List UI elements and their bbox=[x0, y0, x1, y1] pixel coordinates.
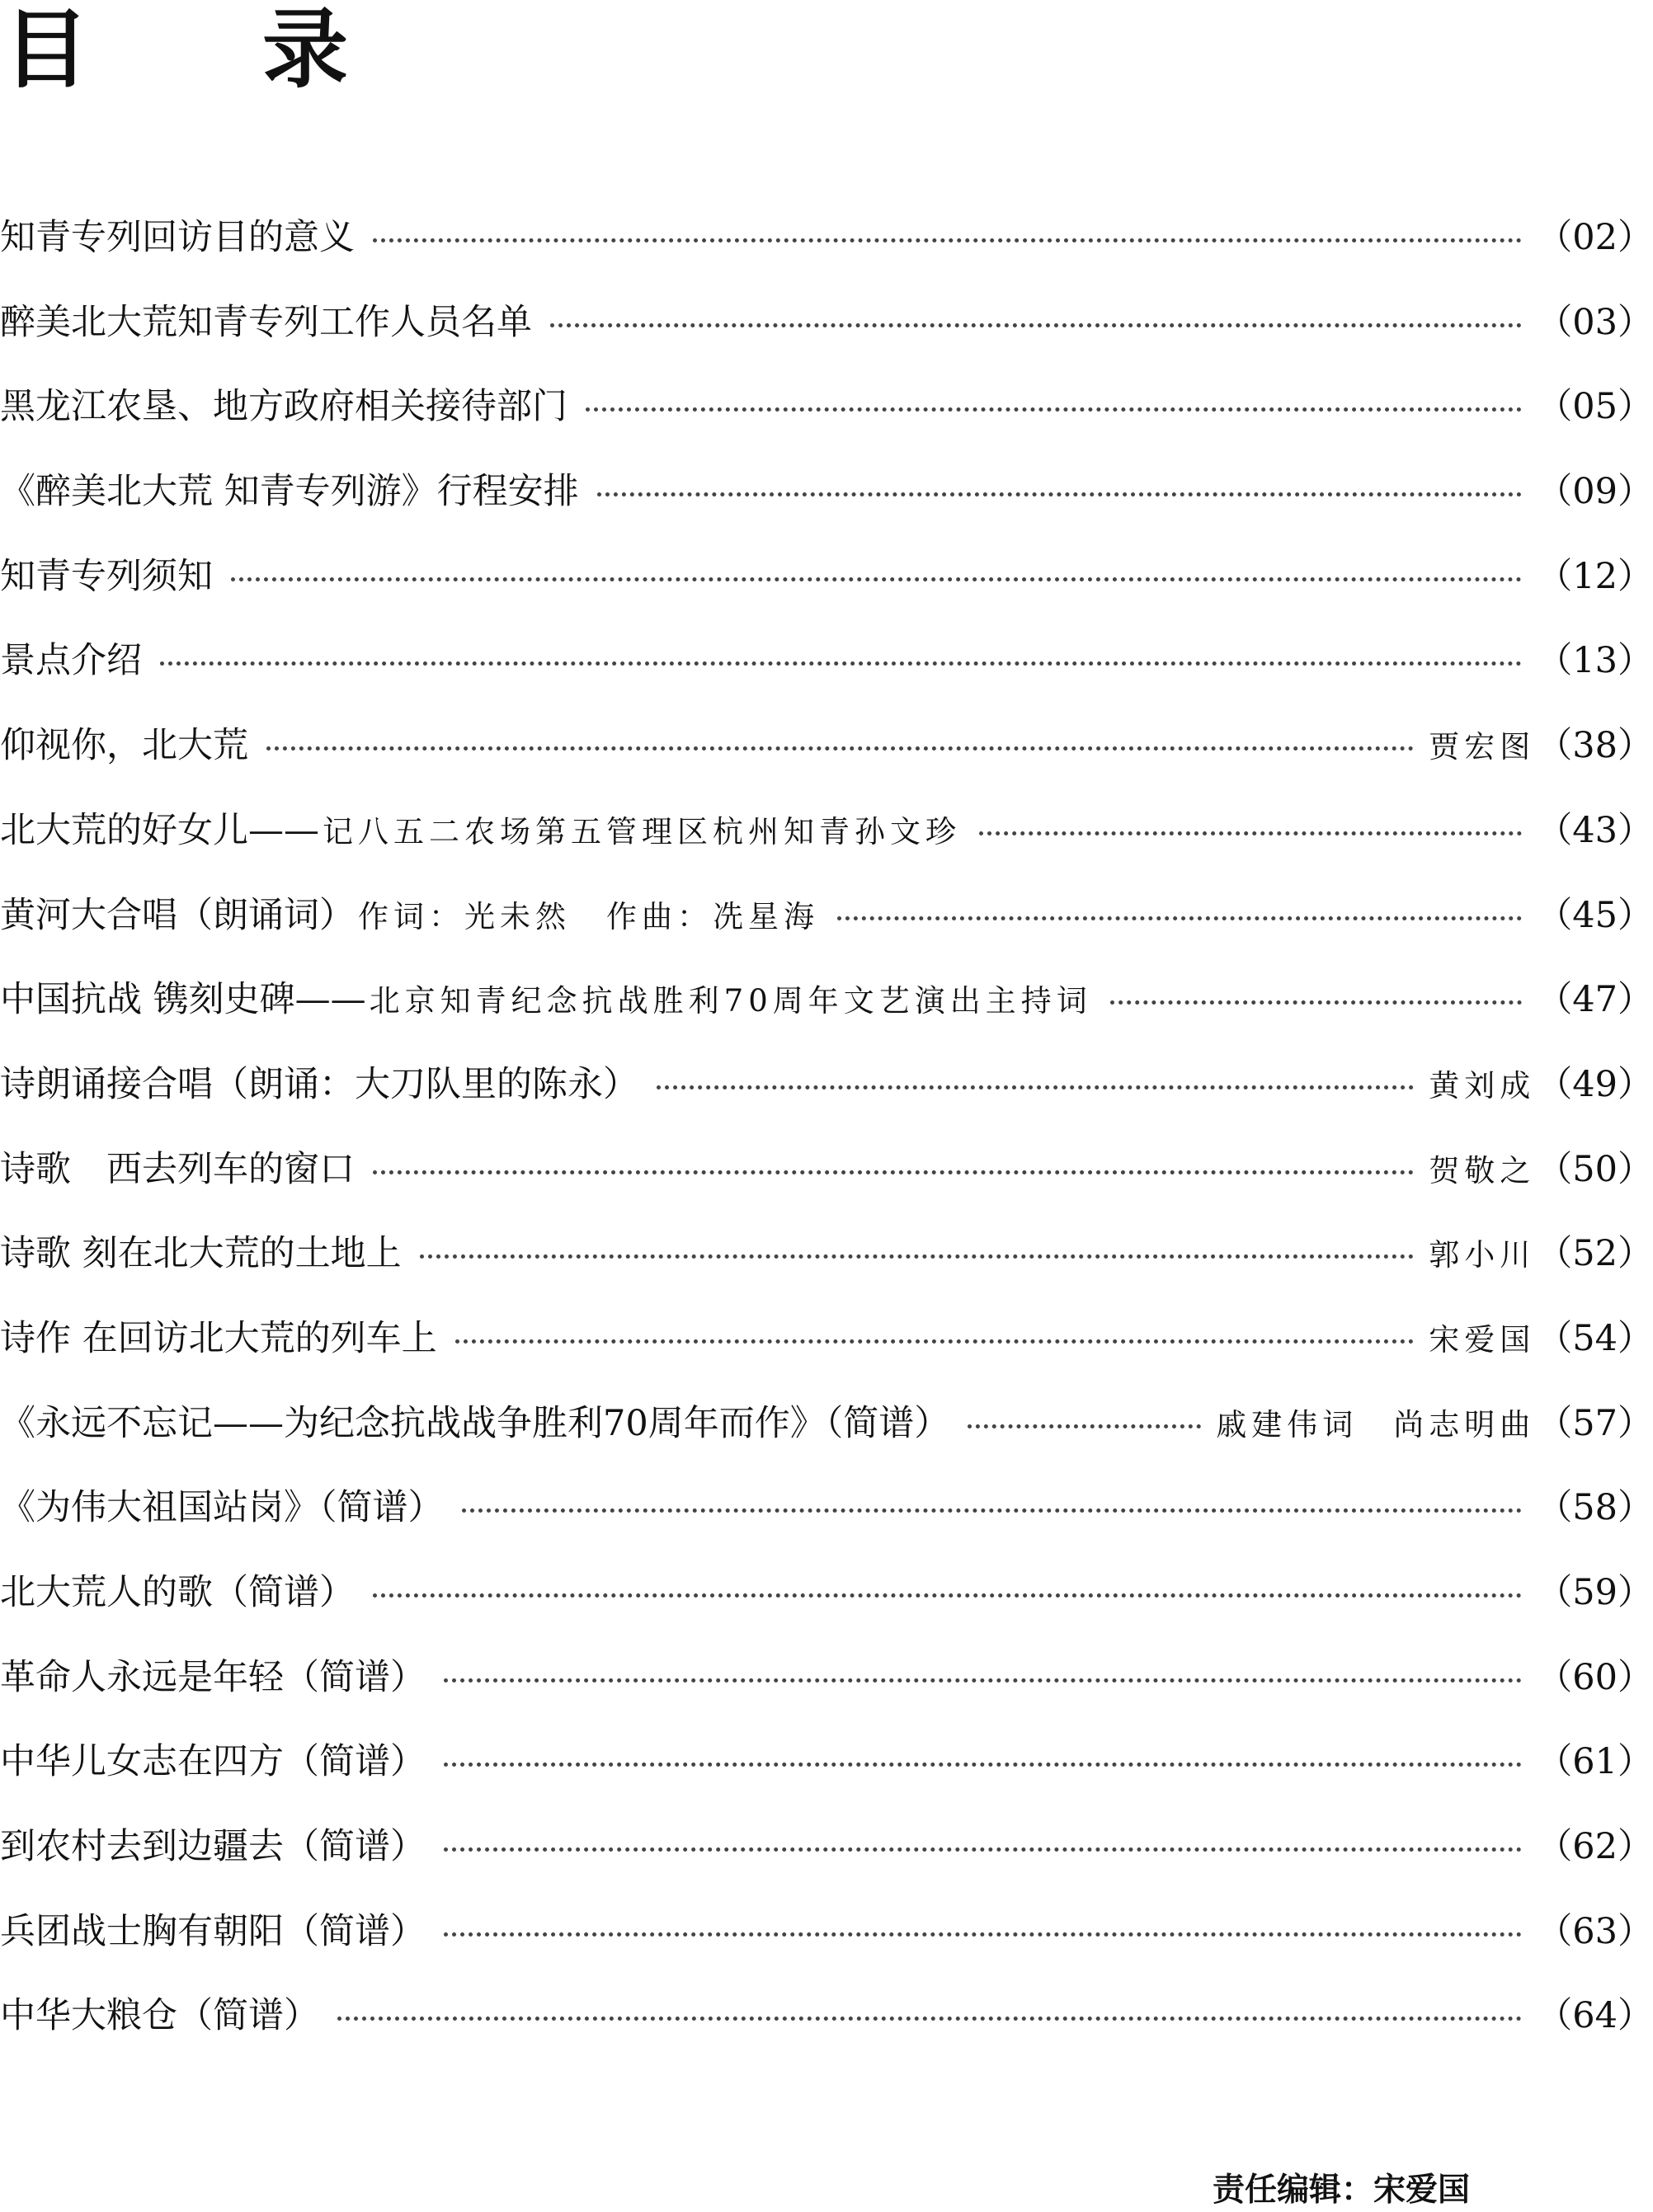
toc-entry-title: 中国抗战 镌刻史碑—— bbox=[0, 979, 366, 1021]
toc-entry bbox=[0, 1231, 1653, 1315]
toc-entry-title: 北大荒的好女儿—— bbox=[0, 809, 319, 851]
toc-entry-author: 宋爱国 bbox=[1429, 1321, 1536, 1358]
toc-entry-subtitle: 作词：光未然 作曲：冼星海 bbox=[358, 898, 819, 934]
toc-entry-page-number: （54） bbox=[1537, 1317, 1653, 1359]
toc-entry-title: 兵团战士胸有朝阳（简谱） bbox=[0, 1910, 426, 1952]
toc-entry-page-number: （52） bbox=[1537, 1233, 1653, 1275]
toc-entry-title: 革命人永远是年轻（简谱） bbox=[0, 1656, 426, 1698]
dot-leader bbox=[657, 1085, 1414, 1090]
toc-entry bbox=[0, 638, 1653, 722]
toc-entry bbox=[0, 553, 1653, 638]
dot-leader bbox=[462, 1508, 1523, 1513]
toc-entry-title: 景点介绍 bbox=[0, 640, 142, 682]
page-title: 目录 bbox=[3, 0, 522, 100]
toc-entry bbox=[0, 1570, 1653, 1654]
toc-entry-title: 北大荒人的歌（简谱） bbox=[0, 1572, 355, 1613]
dot-leader bbox=[550, 323, 1522, 327]
toc-entry-page-number: （64） bbox=[1537, 1995, 1653, 2037]
toc-entry bbox=[0, 722, 1653, 807]
dot-leader bbox=[979, 831, 1522, 835]
toc-entry-author: 贺敬之 bbox=[1429, 1152, 1536, 1188]
toc-entry-subtitle: 记八五二农场第五管理区杭州知青孙文珍 bbox=[323, 813, 961, 850]
dot-leader bbox=[444, 1678, 1522, 1683]
toc-entry-page-number: （38） bbox=[1537, 725, 1653, 767]
dot-leader bbox=[373, 238, 1522, 242]
toc-entry-title: 中华儿女志在四方（简谱） bbox=[0, 1741, 426, 1783]
toc-entry-page-number: （59） bbox=[1537, 1572, 1653, 1613]
table-of-contents bbox=[0, 214, 1653, 2078]
toc-entry bbox=[0, 1400, 1653, 1485]
toc-entry bbox=[0, 807, 1653, 892]
toc-entry-title: 《永远不忘记——为纪念抗战战争胜利70周年而作》（简谱） bbox=[0, 1402, 950, 1444]
toc-entry bbox=[0, 892, 1653, 977]
dot-leader bbox=[231, 577, 1522, 581]
toc-entry-title: 《为伟大祖国站岗》（简谱） bbox=[0, 1487, 444, 1529]
toc-entry-page-number: （62） bbox=[1537, 1826, 1653, 1868]
toc-entry-page-number: （63） bbox=[1537, 1910, 1653, 1952]
dot-leader bbox=[597, 492, 1523, 497]
toc-entry-title: 知青专列须知 bbox=[0, 555, 213, 597]
dot-leader bbox=[586, 407, 1522, 412]
dot-leader bbox=[455, 1339, 1415, 1344]
dot-leader bbox=[420, 1254, 1415, 1259]
dot-leader bbox=[444, 1763, 1522, 1767]
toc-entry-page-number: （43） bbox=[1537, 809, 1653, 851]
toc-entry-title: 诗歌 刻在北大荒的土地上 bbox=[0, 1233, 402, 1275]
toc-entry-title: 到农村去到边疆去（简谱） bbox=[0, 1826, 426, 1868]
toc-entry-page-number: （45） bbox=[1537, 894, 1653, 936]
toc-entry-title: 诗歌 西去列车的窗口 bbox=[0, 1148, 355, 1190]
dot-leader bbox=[837, 916, 1522, 920]
toc-entry-page-number: （05） bbox=[1537, 386, 1653, 428]
toc-entry-title: 《醉美北大荒 知青专列游》行程安排 bbox=[0, 471, 579, 513]
toc-entry bbox=[0, 1908, 1653, 1993]
toc-entry-page-number: （02） bbox=[1537, 217, 1653, 258]
toc-entry-author: 黄刘成 bbox=[1429, 1067, 1536, 1104]
toc-entry-author: 郭小川 bbox=[1429, 1237, 1536, 1273]
toc-entry-title: 黑龙江农垦、地方政府相关接待部门 bbox=[0, 386, 567, 428]
dot-leader bbox=[444, 1932, 1522, 1937]
toc-entry bbox=[0, 1739, 1653, 1824]
toc-entry-page-number: （13） bbox=[1537, 640, 1653, 682]
dot-leader bbox=[444, 1847, 1522, 1852]
dot-leader bbox=[373, 1593, 1522, 1598]
toc-entry-page-number: （58） bbox=[1537, 1487, 1653, 1529]
toc-entry-page-number: （49） bbox=[1537, 1063, 1653, 1105]
editor-credit: 责任编辑：宋爱国 bbox=[1213, 2172, 1471, 2209]
toc-entry-author: 贾宏图 bbox=[1429, 729, 1536, 765]
toc-entry bbox=[0, 1061, 1653, 1146]
toc-entry-title: 知青专列回访目的意义 bbox=[0, 217, 355, 258]
toc-entry-title: 仰视你，北大荒 bbox=[0, 725, 248, 767]
toc-entry bbox=[0, 1993, 1653, 2078]
toc-entry bbox=[0, 1654, 1653, 1739]
toc-entry bbox=[0, 1824, 1653, 1908]
toc-entry-title: 黄河大合唱（朗诵词） bbox=[0, 894, 355, 936]
dot-leader bbox=[373, 1170, 1414, 1174]
toc-entry-title: 醉美北大荒知青专列工作人员名单 bbox=[0, 301, 532, 343]
toc-entry-page-number: （61） bbox=[1537, 1741, 1653, 1783]
toc-entry bbox=[0, 384, 1653, 468]
toc-entry-page-number: （57） bbox=[1537, 1402, 1653, 1444]
toc-entry bbox=[0, 299, 1653, 384]
toc-entry-title: 中华大粮仓（简谱） bbox=[0, 1995, 319, 2037]
toc-entry-page-number: （09） bbox=[1537, 471, 1653, 513]
toc-entry-title: 诗朗诵接合唱（朗诵：大刀队里的陈永） bbox=[0, 1063, 638, 1105]
dot-leader bbox=[1110, 1000, 1523, 1005]
toc-entry-page-number: （60） bbox=[1537, 1656, 1653, 1698]
dot-leader bbox=[160, 661, 1522, 666]
dot-leader bbox=[266, 746, 1414, 751]
toc-entry bbox=[0, 1315, 1653, 1400]
toc-entry-page-number: （12） bbox=[1537, 555, 1653, 597]
toc-entry bbox=[0, 468, 1653, 553]
toc-entry-author: 戚建伟词 尚志明曲 bbox=[1216, 1406, 1536, 1443]
toc-entry-subtitle: 北京知青纪念抗战胜利70周年文艺演出主持词 bbox=[369, 983, 1092, 1019]
toc-entry bbox=[0, 214, 1653, 299]
toc-entry bbox=[0, 977, 1653, 1061]
dot-leader bbox=[337, 2017, 1522, 2021]
toc-entry-page-number: （50） bbox=[1537, 1148, 1653, 1190]
toc-entry bbox=[0, 1146, 1653, 1231]
toc-entry bbox=[0, 1485, 1653, 1570]
dot-leader bbox=[968, 1424, 1201, 1428]
toc-entry-title: 诗作 在回访北大荒的列车上 bbox=[0, 1317, 437, 1359]
toc-entry-page-number: （47） bbox=[1537, 979, 1653, 1021]
toc-entry-page-number: （03） bbox=[1537, 301, 1653, 343]
